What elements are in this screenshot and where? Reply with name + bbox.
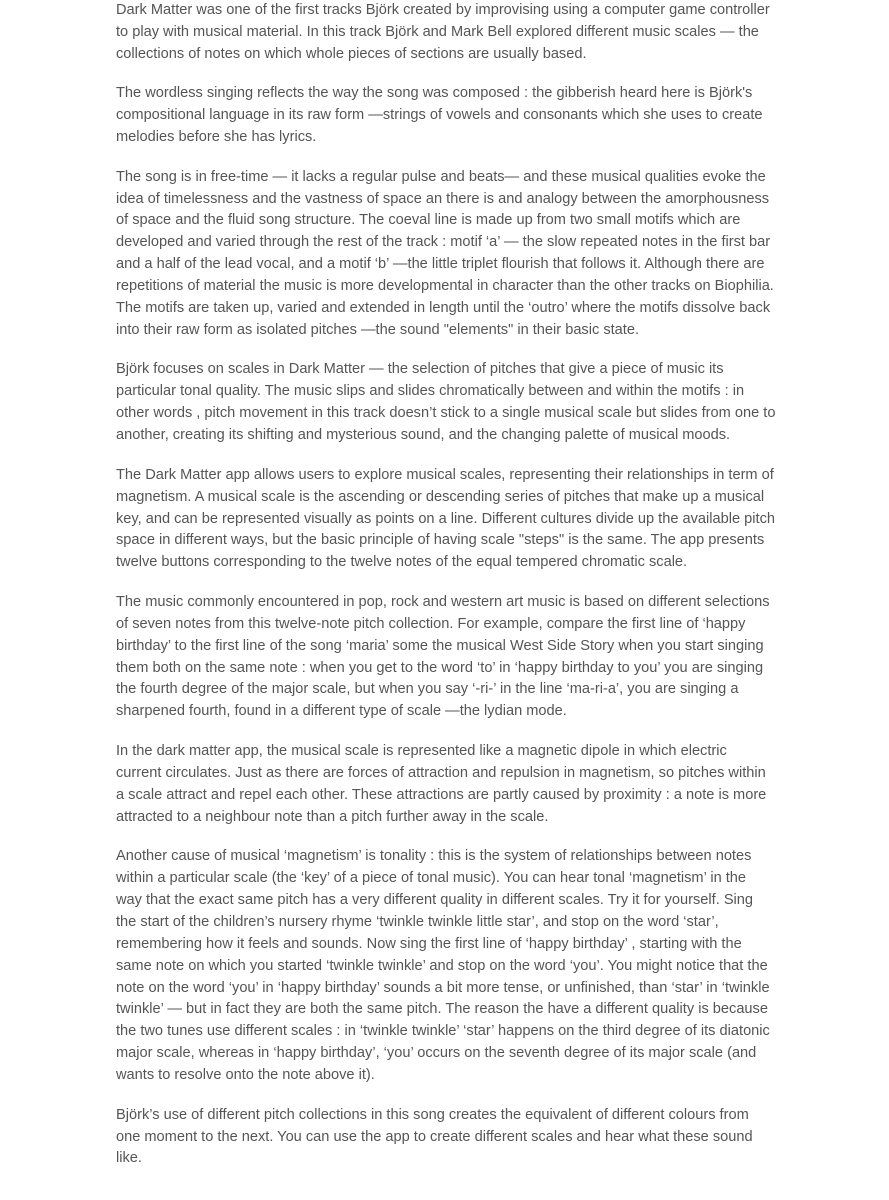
article-body — [116, 0, 776, 1188]
paragraph-scales-focus: Björk focuses on scales in Dark Matter — the selection of pitches that give a piece of music its particular tonal quality. The music slips and slides chromatically between and within the motifs : in other words , pitch movement in this track doesn’t stick to a single musical scale but slides from one to another, creating its shifting and mysterious sound, and the changing palette of musical moods. — [116, 361, 776, 444]
paragraph-app-magnetism: The Dark Matter app allows users to explore musical scales, representing their relationships in term of magnetism. A musical scale is the ascending or descending series of pitches that make up a musical key, and can be represented visually as points on a line. Different cultures divide up the available pitch space in different ways, but the basic principle of having scale "steps" is the same. The app presents twelve buttons corresponding to the twelve notes of the equal tempered chromatic scale. — [116, 466, 776, 571]
paragraph-free-time: The song is in free-time — it lacks a regular pulse and beats— and these musical qualities evoke the idea of timelessness and the vastness of space an there is and analogy between the amorphousness of space and the fluid song structure. The coeval line is made up from two small motifs which are developed and varied through the rest of the track : motif ‘a’ — the slow repeated notes in the first bar and a half of the lead vocal, and a motif ‘b’ —the little triplet flourish that follows it. Although there are repetitions of material the music is more developmental in character than the other tracks on Biophilia. The motifs are taken up, varied and extended in length until the ‘outro’ where the motifs dissolve back into their raw form as isolated pitches —the sound "elements" in their basic state. — [116, 168, 774, 338]
paragraph-tonality: Another cause of musical ‘magnetism’ is tonality : this is the system of relationships between notes within a particular scale (the ‘key’ of a piece of tonal music). You can hear tonal ‘magnetism’ in the way that the exact same pitch has a very different quality in different scales. Try it for yourself. Sing the start of the children’s nursery rhyme ‘twinkle twinkle little star’, and stop on the word ‘star’, remembering how it feels and sounds. Now sing the first line of ‘happy birthday’ , starting with the same note on which you started ‘twinkle twinkle’ and stop on the word ‘you’. You might notice that the note on the word ‘you’ in ‘happy birthday’ sounds a bit more tense, or unfinished, than ‘star’ in ‘twinkle twinkle’ — but in fact they are both the same pitch. The reason the have a different quality is because the two tunes use different scales : in ‘twinkle twinkle’ ‘star’ happens on the third degree of its diatonic major scale, whereas in ‘happy birthday’, ‘you’ occurs on the seventh degree of its major scale (and wants to resolve onto the note above it). — [116, 848, 770, 1084]
paragraph-seven-notes: The music commonly encountered in pop, rock and western art music is based on different selections of seven notes from this twelve-note pitch collection. For example, compare the first line of ‘happy birthday’ to the first line of the song ‘maria’ some the musical West Side Story when you start singing them both on the same note : when you get to the word ‘to’ in ‘happy birthday to you’ you are singing the fourth degree of the major scale, but when you say ‘-ri-’ in the line ‘ma-ri-a’, you are singing a sharpened fourth, found in a different type of scale —the lydian mode. — [116, 593, 770, 720]
paragraph-magnetic-dipole: In the dark matter app, the musical scale is represented like a magnetic dipole in which electric current circulates. Just as there are forces of attraction and repulsion in magnetism, so pitches within a scale attract and repel each other. These attractions are partly caused by proximity : a note is more attracted to a neighbour note than a pitch further away in the scale. — [116, 742, 767, 825]
paragraph-intro: Dark Matter was one of the first tracks Björk created by improvising using a computer game controller to play with musical material. In this track Björk and Mark Bell explored different music scales — the collections of notes on which whole pieces of sections are usually based. — [116, 2, 770, 62]
paragraph-wordless-singing: The wordless singing reflects the way the song was composed : the gibberish heard here is Björk's compositional language in its raw form —strings of vowels and consonants which she uses to create melodies before she has lyrics. — [116, 85, 763, 146]
paragraph-pitch-collections: Björk’s use of different pitch collections in this song creates the equivalent of different colours from one moment to the next. You can use the app to create different scales and hear what these sound like. — [116, 1106, 753, 1167]
